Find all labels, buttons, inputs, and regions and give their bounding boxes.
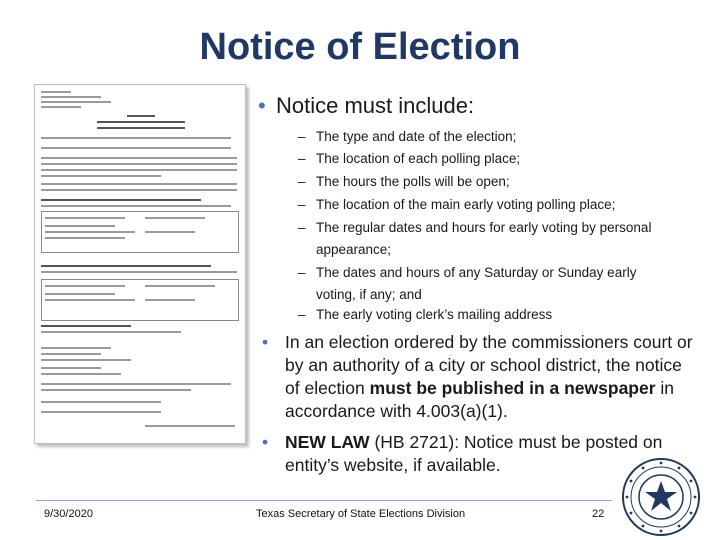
main-bullet [258, 94, 474, 118]
texas-seal-icon [621, 457, 701, 537]
bullet-icon: • [262, 432, 269, 452]
page-number: 22 [592, 508, 605, 520]
bullet-icon: • [258, 93, 266, 118]
footer-center: Texas Secretary of State Elections Division [256, 508, 466, 520]
footer-divider [36, 500, 612, 501]
footer-date: 9/30/2020 [44, 508, 93, 520]
main-bullet-text: Notice must include: [276, 93, 475, 118]
bullet-icon: • [262, 332, 269, 352]
sample-notice-form-image [34, 84, 246, 444]
slide-title: Notice of Election [199, 26, 521, 68]
